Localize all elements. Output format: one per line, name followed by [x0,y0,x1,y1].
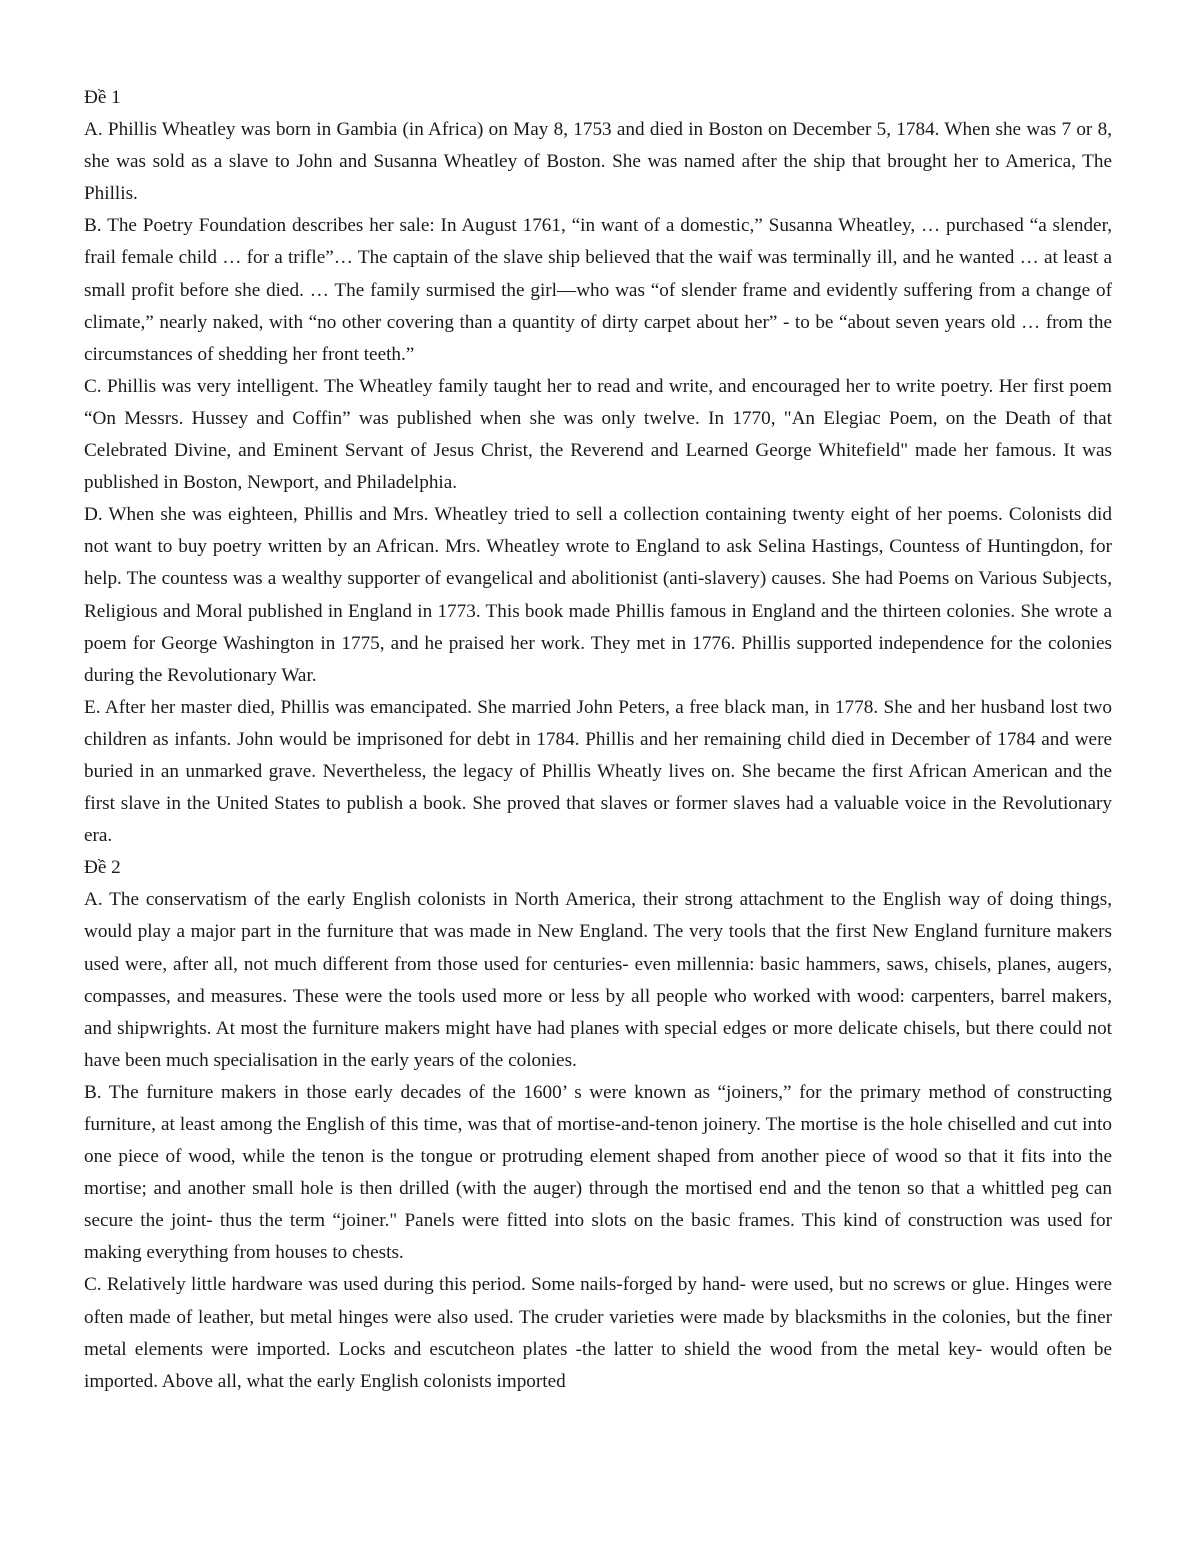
paragraph-2a: A. The conservatism of the early English colonists in North America, their strong attachment to the English way of doing things, would play a major part in the furniture that was made in New England. The very tools that the first New England furniture makers used were, after all, not much different from those used for centuries- even millennia: basic hammers, saws, chisels, planes, augers, compasses, and measures. These were the tools used more or less by all people who worked with wood: carpenters, barrel makers, and shipwrights. At most the furniture makers might have had planes with special edges or more delicate chisels, but there could not have been much specialisation in the early years of the colonies. [84,889,1112,1071]
paragraph-1a: A. Phillis Wheatley was born in Gambia (in Africa) on May 8, 1753 and died in Boston on December 5, 1784. When she was 7 or 8, she was sold as a slave to John and Susanna Wheatley of Boston. She was named after the ship that brought her to America, The Phillis. [84,119,1112,205]
paragraph-1b: B. The Poetry Foundation describes her sale: In August 1761, “in want of a domestic,” Susanna Wheatley, … purchased “a slender, frail female child … for a trifle”… The captain of the slave ship believed that the waif was terminally ill, and he wanted … at least a small profit before she died. … The family surmised the girl—who was “of slender frame and evidently suffering from a change of climate,” nearly naked, with “no other covering than a quantity of dirty carpet about her” - to be “about seven years old … from the circumstances of shedding her front teeth.” [84,215,1112,365]
document-page [84,82,1112,1398]
paragraph-2c: C. Relatively little hardware was used during this period. Some nails-forged by hand- were used, but no screws or glue. Hinges were often made of leather, but metal hinges were also used. The cruder varieties were made by blacksmiths in the colonies, but the finer metal elements were imported. Locks and escutcheon plates -the latter to shield the wood from the metal key- would often be imported. Above all, what the early English colonists imported [84,1274,1112,1392]
paragraph-1e: E. After her master died, Phillis was emancipated. She married John Peters, a free black man, in 1778. She and her husband lost two children as infants. John would be imprisoned for debt in 1784. Phillis and her remaining child died in December of 1784 and were buried in an unmarked grave. Nevertheless, the legacy of Phillis Wheatly lives on. She became the first African American and the first slave in the United States to publish a book. She proved that slaves or former slaves had a valuable voice in the Revolutionary era. [84,696,1112,847]
section-heading-2: Đề 2 [84,857,121,879]
paragraph-1c: C. Phillis was very intelligent. The Wheatley family taught her to read and write, and encouraged her to write poetry. Her first poem “On Messrs. Hussey and Coffin” was published when she was only twelve. In 1770, "An Elegiac Poem, on the Death of that Celebrated Divine, and Eminent Servant of Jesus Christ, the Reverend and Learned George Whitefield" made her famous. It was published in Boston, Newport, and Philadelphia. [84,375,1112,494]
paragraph-2b: B. The furniture makers in those early decades of the 1600’ s were known as “joiners,” for the primary method of constructing furniture, at least among the English of this time, was that of mortise-and-tenon joinery. The mortise is the hole chiselled and cut into one piece of wood, while the tenon is the tongue or protruding element shaped from another piece of wood so that it fits into the mortise; and another small hole is then drilled (with the auger) through the mortised end and the tenon so that a whittled peg can secure the joint- thus the term “joiner." Panels were fitted into slots on the basic frames. This kind of construction was used for making everything from houses to chests. [84,1081,1112,1264]
section-heading-1: Đề 1 [84,87,121,108]
paragraph-1d: D. When she was eighteen, Phillis and Mrs. Wheatley tried to sell a collection containing twenty eight of her poems. Colonists did not want to buy poetry written by an African. Mrs. Wheatley wrote to England to ask Selina Hastings, Countess of Huntingdon, for help. The countess was a wealthy supporter of evangelical and abolitionist (anti-slavery) causes. She had Poems on Various Subjects, Religious and Moral published in England in 1773. This book made Phillis famous in England and the thirteen colonies. She wrote a poem for George Washington in 1775, and he praised her work. They met in 1776. Phillis supported independence for the colonies during the Revolutionary War. [84,504,1112,686]
